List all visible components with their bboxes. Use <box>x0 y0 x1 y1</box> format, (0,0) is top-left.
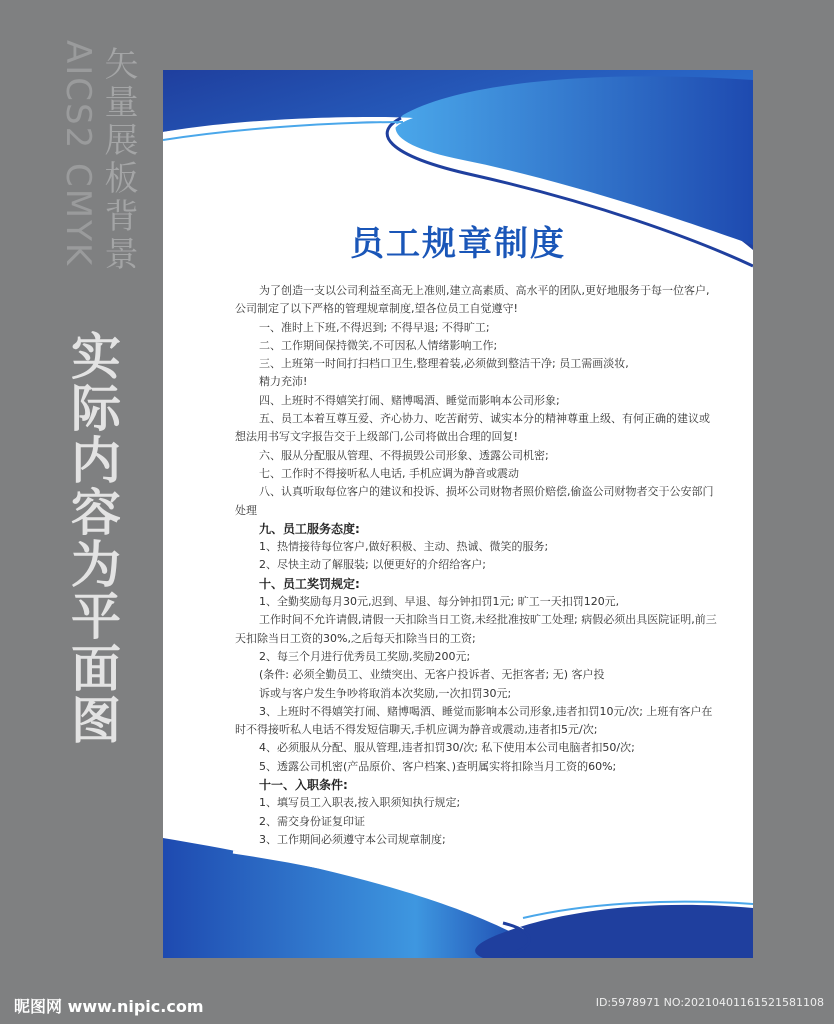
top-wave-decoration <box>163 70 753 310</box>
section-heading: 十一、入职条件: <box>259 778 348 793</box>
rules-body <box>235 282 719 849</box>
rule-paragraph: 1、填写员工入职表,按入职须知执行规定; <box>259 796 461 810</box>
rule-paragraph: 三、上班第一时间打扫档口卫生,整理着装,必须做到整洁干净; 员工需画淡妆, <box>259 357 629 371</box>
bottom-wave-decoration <box>163 838 753 958</box>
rule-paragraph: 工作时间不允许请假,请假一天扣除当日工资,未经批准按旷工处理; 病假必须出具医院证明,前三天扣除当日工资的30%,之后每天扣除当日的工资; <box>235 613 717 645</box>
side-caption-note: 实际内容为平面图 <box>63 330 121 746</box>
rule-paragraph: 六、服从分配服从管理、不得损毁公司形象、透露公司机密; <box>259 448 549 462</box>
rule-paragraph: 一、准时上下班,不得迟到; 不得早退; 不得旷工; <box>259 320 490 334</box>
rule-paragraph: 2、需交身份证复印证 <box>259 814 365 828</box>
rule-paragraph: 四、上班时不得嬉笑打闹、赌博喝酒、睡觉而影响本公司形象; <box>259 393 560 407</box>
rule-paragraph: 诉或与客户发生争吵将取消本次奖励,一次扣罚30元; <box>259 686 512 700</box>
rule-paragraph: 2、每三个月进行优秀员工奖励,奖励200元; <box>259 649 471 663</box>
rule-paragraph: 2、尽快主动了解服装; 以便更好的介绍给客户; <box>259 558 486 572</box>
rule-paragraph: 1、全勤奖励每月30元,迟到、早退、每分钟扣罚1元; 旷工一天扣罚120元, <box>259 595 620 609</box>
rule-paragraph: 1、热情接待每位客户,做好积极、主动、热诚、微笑的服务; <box>259 540 549 554</box>
poster-board <box>163 70 753 958</box>
section-heading: 十、员工奖罚规定: <box>259 576 360 591</box>
rule-paragraph: (条件: 必须全勤员工、业绩突出、无客户投诉者、无拒客者; 无) 客户投 <box>259 668 605 682</box>
site-watermark: 昵图网 www.nipic.com <box>14 997 204 1016</box>
rule-paragraph: 五、员工本着互尊互爱、齐心协力、吃苦耐劳、诚实本分的精神尊重上级、有何正确的建议或想法用书写文字报告交于上级部门,公司将做出合理的回复! <box>235 412 710 444</box>
rule-paragraph: 5、透露公司机密(产品原价、客户档案、)查明属实将扣除当月工资的60%; <box>259 759 617 773</box>
rule-paragraph: 二、工作期间保持微笑,不可因私人情绪影响工作; <box>259 338 498 352</box>
section-heading: 九、员工服务态度: <box>259 521 360 536</box>
rule-paragraph: 3、工作期间必须遵守本公司规章制度; <box>259 832 446 846</box>
page-title: 员工规章制度 <box>350 224 566 264</box>
side-caption-format: AICS2 CMYK <box>58 40 98 268</box>
rule-paragraph: 七、工作时不得接听私人电话, 手机应调为静音或震动 <box>259 466 519 480</box>
rule-paragraph: 4、必须服从分配、服从管理,违者扣罚30/次; 私下使用本公司电脑者扣50/次; <box>259 741 635 755</box>
rule-paragraph: 为了创造一支以公司利益至高无上准则,建立高素质、高水平的团队,更好地服务于每一位客户,公司制定了以下严格的管理规章制度,望各位员工自觉遵守! <box>235 284 710 316</box>
image-id-watermark: ID:5978971 NO:20210401161521581108 <box>595 996 824 1009</box>
rule-paragraph: 3、上班时不得嬉笑打闹、赌博喝酒、睡觉而影响本公司形象,违者扣罚10元/次; 上班有客户在时不得接听私人电话不得发短信聊天,手机应调为静音或震动,违者扣5元/次; <box>235 704 713 737</box>
side-caption-title: 矢量展板背景 <box>98 46 138 274</box>
rule-paragraph: 八、认真听取每位客户的建议和投诉、损坏公司财物者照价赔偿,偷盗公司财物者交于公安部门处理 <box>235 485 714 517</box>
rule-paragraph: 精力充沛! <box>259 375 308 389</box>
